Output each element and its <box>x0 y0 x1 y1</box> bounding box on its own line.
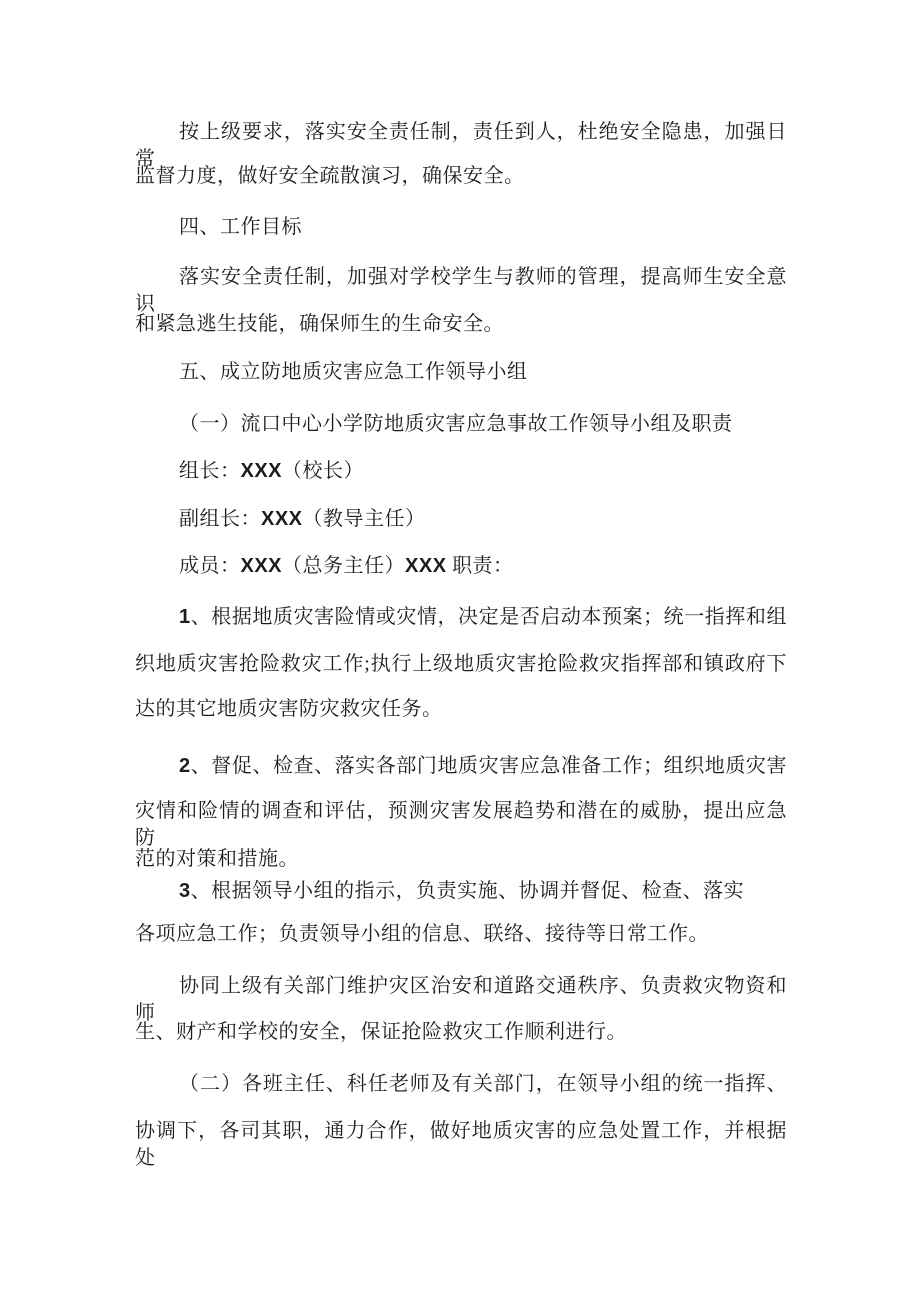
doc-line-2: 监督力度，做好安全疏散演习，确保安全。 <box>135 165 525 187</box>
doc-line-13: 达的其它地质灾害防灾救灾任务。 <box>135 698 443 720</box>
bold-placeholder-text: XXX <box>405 555 447 577</box>
bold-placeholder-text: 3 <box>179 880 191 902</box>
bold-placeholder-text: 1 <box>179 606 191 628</box>
doc-line-16: 范的对策和措施。 <box>135 848 299 870</box>
doc-line-17: 3、根据领导小组的指示，负责实施、协调并督促、检查、落实 <box>179 880 745 902</box>
doc-line-3: 四、工作目标 <box>179 216 302 238</box>
doc-line-6: 五、成立防地质灾害应急工作领导小组 <box>179 361 528 383</box>
bold-placeholder-text: 2 <box>179 755 191 777</box>
doc-line-18: 各项应急工作；负责领导小组的信息、联络、接待等日常工作。 <box>135 923 709 945</box>
doc-line-19: 协同上级有关部门维护灾区治安和道路交通秩序、负责救灾物资和师 <box>135 975 787 1024</box>
doc-line-5: 和紧急逃生技能，确保师生的生命安全。 <box>135 313 504 335</box>
bold-placeholder-text: XXX <box>240 555 283 577</box>
doc-line-1: 按上级要求，落实安全责任制，责任到人，杜绝安全隐患，加强日常 <box>135 121 787 170</box>
doc-line-15: 灾情和险情的调查和评估，预测灾害发展趋势和潜在的威胁，提出应急防 <box>135 800 787 849</box>
bold-placeholder-text: XXX <box>240 460 283 482</box>
doc-line-4: 落实安全责任制，加强对学校学生与教师的管理，提高师生安全意识 <box>135 266 787 315</box>
doc-line-11: 1、根据地质灾害险情或灾情，决定是否启动本预案；统一指挥和组 <box>179 606 787 628</box>
doc-line-22: 协调下，各司其职，通力合作，做好地质灾害的应急处置工作，并根据处 <box>135 1120 787 1169</box>
doc-line-7: （一）流口中心小学防地质灾害应急事故工作领导小组及职责 <box>179 413 733 435</box>
doc-line-20: 生、财产和学校的安全，保证抢险救灾工作顺利进行。 <box>135 1021 627 1043</box>
doc-line-12: 织地质灾害抢险救灾工作;执行上级地质灾害抢险救灾指挥部和镇政府下 <box>135 653 787 675</box>
doc-line-10: 成员：XXX（总务主任）XXX 职责： <box>179 555 514 577</box>
doc-line-8: 组长：XXX（校长） <box>179 460 365 482</box>
doc-line-14: 2、督促、检查、落实各部门地质灾害应急准备工作；组织地质灾害 <box>179 755 787 777</box>
bold-placeholder-text: XXX <box>261 508 303 530</box>
doc-line-21: （二）各班主任、科任老师及有关部门，在领导小组的统一指挥、 <box>179 1073 787 1095</box>
doc-line-9: 副组长：XXX（教导主任） <box>179 508 426 530</box>
